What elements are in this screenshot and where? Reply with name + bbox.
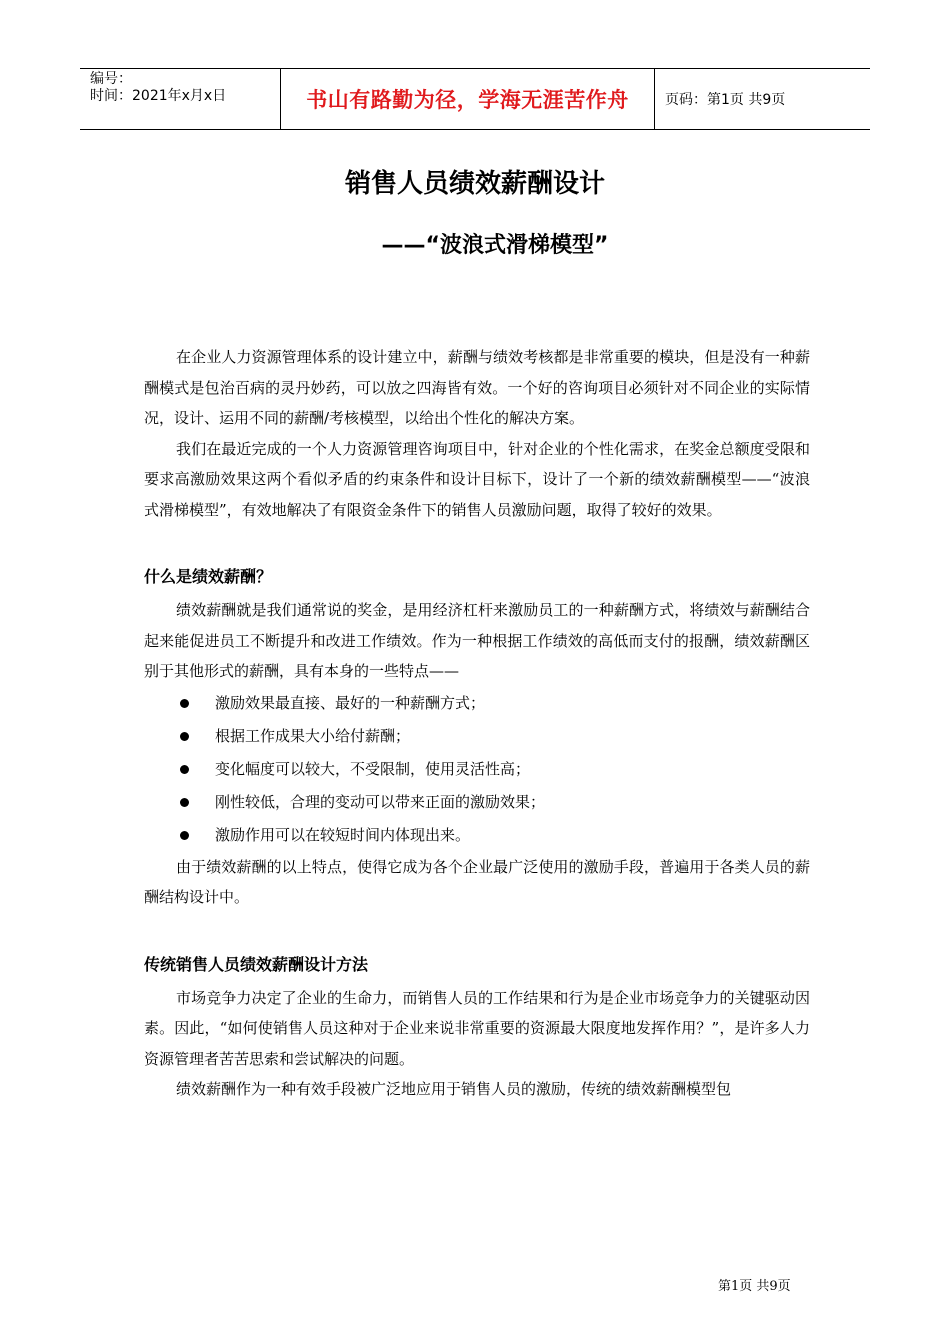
bullet-icon: [180, 765, 189, 774]
intro-paragraph-1: 在企业人力资源管理体系的设计建立中，薪酬与绩效考核都是非常重要的模块，但是没有一种薪酬模式是包治百病的灵丹妙药，可以放之四海皆有效。一个好的咨询项目必须针对不同企业的实际情况，设计、运用不同的薪酬/考核模型，以给出个性化的解决方案。: [144, 348, 810, 427]
section1-paragraph: 绩效薪酬就是我们通常说的奖金，是用经济杠杆来激励员工的一种薪酬方式，将绩效与薪酬结合起来能促进员工不断提升和改进工作绩效。作为一种根据工作绩效的高低而支付的报酬，绩效薪酬区别于其他形式的薪酬，具有本身的一些特点——: [144, 601, 810, 680]
list-item: 激励效果最直接、最好的一种薪酬方式；: [144, 687, 810, 720]
list-item: 激励作用可以在较短时间内体现出来。: [144, 819, 810, 852]
section1-closing: 由于绩效薪酬的以上特点，使得它成为各个企业最广泛使用的激励手段，普遍用于各类人员的薪酬结构设计中。: [144, 857, 810, 906]
document-title: 销售人员绩效薪酬设计: [344, 169, 605, 199]
bullet-icon: [180, 798, 189, 807]
section2-paragraph-1: 市场竞争力决定了企业的生命力，而销售人员的工作结果和行为是企业市场竞争力的关键驱动因素。因此，“如何使销售人员这种对于企业来说非常重要的资源最大限度地发挥作用？”，是许多人力资源管理者苦苦思索和尝试解决的问题。: [144, 988, 810, 1068]
document-subtitle: ——“波浪式滑梯模型”: [381, 233, 609, 258]
list-item: 变化幅度可以较大，不受限制，使用灵活性高；: [144, 753, 810, 786]
list-item: 根据工作成果大小给付薪酬；: [144, 720, 810, 753]
bullet-icon: [180, 732, 189, 741]
bullet-icon: [180, 699, 189, 708]
page-footer: 第1页 共9页: [718, 1279, 791, 1294]
feature-list: [144, 687, 810, 852]
list-item: 刚性较低，合理的变动可以带来正面的激励效果；: [144, 786, 810, 819]
date-label: 时间：2021年x月x日: [90, 88, 227, 104]
serial-label: 编号：: [90, 71, 132, 87]
intro-paragraph-2: 我们在最近完成的一个人力资源管理咨询项目中，针对企业的个性化需求，在奖金总额度受限和要求高激励效果这两个看似矛盾的约束条件和设计目标下，设计了一个新的绩效薪酬模型——“波浪式滑梯模型”，有效地解决了有限资金条件下的销售人员激励问题，取得了较好的效果。: [144, 439, 810, 519]
header-meta: [80, 69, 281, 129]
header-page-info: 页码：第1页 共9页: [665, 92, 786, 108]
section2-paragraph-2: 绩效薪酬作为一种有效手段被广泛地应用于销售人员的激励，传统的绩效薪酬模型包: [176, 1080, 732, 1098]
section-heading-1: 什么是绩效薪酬？: [144, 567, 273, 586]
document-body: [144, 342, 810, 1105]
header-motto: 书山有路勤为径，学海无涯苦作舟: [281, 69, 655, 129]
bullet-icon: [180, 831, 189, 840]
section-heading-2: 传统销售人员绩效薪酬设计方法: [144, 954, 369, 974]
page-header: [80, 68, 870, 130]
